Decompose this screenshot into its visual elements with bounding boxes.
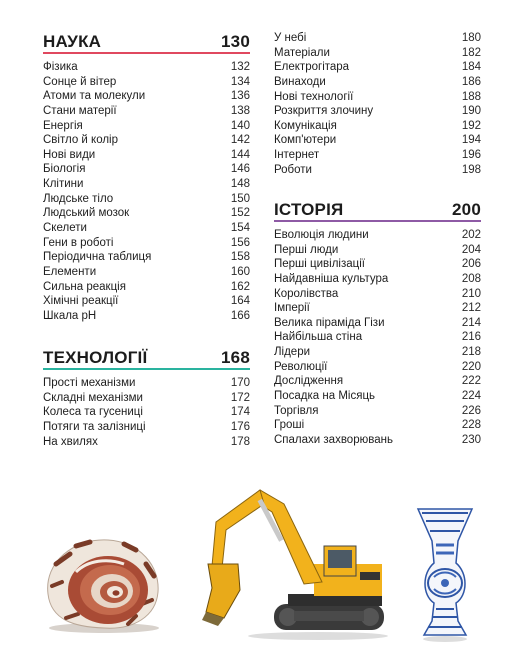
toc-item[interactable] (274, 316, 481, 331)
toc-item-page: 148 (230, 178, 250, 191)
toc-item-label: Інтернет (274, 149, 320, 162)
toc-item-page: 176 (230, 420, 250, 433)
toc-item-label: Енергія (43, 119, 83, 132)
toc-item-label: Найдавніша культура (274, 272, 389, 285)
toc-item-label: Клітини (43, 178, 84, 191)
toc-item-page: 150 (230, 192, 250, 205)
section-title: НАУКА (43, 32, 102, 51)
toc-item-page: 134 (230, 75, 250, 88)
toc-item-label: Роботи (274, 163, 312, 176)
toc-item-page: 224 (461, 390, 481, 403)
toc-list-science (43, 60, 250, 324)
toc-item-label: Комп'ютери (274, 134, 337, 147)
toc-item-page: 222 (461, 375, 481, 388)
toc-item[interactable] (43, 294, 250, 309)
toc-item-page: 158 (230, 251, 250, 264)
toc-item-label: Лідери (274, 346, 311, 359)
section-header-history[interactable] (274, 196, 481, 222)
toc-item-page: 162 (230, 280, 250, 293)
toc-item-page: 132 (230, 61, 250, 73)
toc-item[interactable] (274, 243, 481, 258)
toc-item[interactable] (43, 192, 250, 207)
toc-item-page: 192 (461, 119, 481, 132)
toc-item[interactable] (274, 360, 481, 375)
toc-item-page: 144 (230, 148, 250, 161)
toc-item[interactable] (274, 31, 481, 46)
toc-item-page: 202 (461, 229, 481, 241)
toc-item[interactable] (43, 60, 250, 75)
toc-item-page: 190 (461, 105, 481, 118)
toc-item-page: 146 (230, 163, 250, 176)
toc-item-label: Матеріали (274, 46, 330, 59)
toc-item-page: 198 (461, 163, 481, 176)
toc-item-page: 170 (230, 377, 250, 389)
toc-item[interactable] (274, 345, 481, 360)
toc-item-label: Людський мозок (43, 207, 130, 220)
section-history (274, 196, 481, 448)
toc-item-page: 230 (461, 433, 481, 446)
toc-item[interactable] (274, 228, 481, 243)
toc-item-label: Посадка на Місяць (274, 390, 376, 403)
toc-item-label: Електрогітара (274, 61, 350, 74)
toc-item[interactable] (43, 177, 250, 192)
toc-item[interactable] (43, 221, 250, 236)
toc-item-page: 208 (461, 272, 481, 285)
section-rule (274, 220, 481, 222)
toc-item[interactable] (274, 330, 481, 345)
toc-item-page: 152 (230, 207, 250, 220)
toc-item[interactable] (274, 389, 481, 404)
toc-item-page: 172 (230, 391, 250, 404)
section-page-number: 130 (221, 32, 250, 51)
toc-item[interactable] (43, 376, 250, 391)
toc-item-label: Шкала рН (43, 309, 97, 322)
excavator-icon (198, 478, 388, 642)
toc-item-page: 226 (461, 404, 481, 417)
toc-item[interactable] (274, 433, 481, 448)
toc-item-page: 206 (461, 258, 481, 271)
toc-item-label: Сонце й вітер (43, 75, 117, 88)
toc-item-label: Гроші (274, 419, 305, 432)
toc-item-label: Велика піраміда Гізи (274, 316, 385, 329)
toc-item-page: 164 (230, 295, 250, 308)
toc-list-technology-continued (274, 31, 481, 177)
toc-item-label: Гени в роботі (43, 236, 114, 249)
toc-item-label: Періодична таблиця (43, 251, 152, 264)
toc-item[interactable] (274, 374, 481, 389)
toc-item-label: Комунікація (274, 119, 337, 132)
toc-item-label: Фізика (43, 61, 78, 73)
toc-item-page: 184 (461, 61, 481, 74)
vase-image (414, 505, 476, 643)
toc-item[interactable] (43, 133, 250, 148)
toc-item-page: 212 (461, 302, 481, 315)
toc-item-page: 142 (230, 134, 250, 147)
toc-item[interactable] (43, 236, 250, 251)
toc-item[interactable] (274, 90, 481, 105)
toc-list-technology (43, 376, 250, 449)
toc-item-label: Стани матерії (43, 104, 117, 117)
toc-item-page: 182 (461, 46, 481, 59)
toc-item-page: 210 (461, 287, 481, 300)
toc-item-label: Спалахи захворювань (274, 433, 393, 446)
toc-item[interactable] (43, 162, 250, 177)
toc-item-label: Винаходи (274, 75, 326, 88)
toc-item-label: Сильна реакція (43, 280, 126, 293)
toc-item[interactable] (43, 435, 250, 450)
toc-item-label: На хвилях (43, 435, 98, 448)
toc-item[interactable] (43, 75, 250, 90)
toc-item-page: 220 (461, 360, 481, 373)
toc-item-label: Прості механізми (43, 377, 136, 389)
toc-item-page: 228 (461, 419, 481, 432)
toc-item[interactable] (43, 309, 250, 324)
toc-item[interactable] (43, 420, 250, 435)
vase-icon (414, 505, 476, 643)
toc-item-label: Революції (274, 360, 328, 373)
section-technology-continued (274, 27, 481, 177)
toc-item-label: Королівства (274, 287, 339, 300)
excavator-image (198, 478, 388, 642)
toc-item[interactable] (43, 148, 250, 163)
toc-item[interactable] (274, 60, 481, 75)
toc-item[interactable] (43, 265, 250, 280)
toc-item-label: Колеса та гусениці (43, 406, 143, 419)
toc-item-label: Світло й колір (43, 134, 118, 147)
toc-item[interactable] (274, 148, 481, 163)
toc-item-label: Хімічні реакції (43, 295, 119, 308)
toc-item[interactable] (274, 104, 481, 119)
toc-item[interactable] (274, 133, 481, 148)
toc-item-label: Найбільша стіна (274, 331, 363, 344)
toc-item-label: Складні механізми (43, 391, 143, 404)
toc-item-page: 196 (461, 149, 481, 162)
toc-item-page: 186 (461, 75, 481, 88)
section-rule (43, 368, 250, 370)
toc-item[interactable] (43, 104, 250, 119)
toc-item-label: Перші люди (274, 243, 339, 256)
toc-item[interactable] (274, 418, 481, 433)
toc-item-label: Перші цивілізації (274, 258, 365, 271)
section-header-science[interactable] (43, 28, 250, 54)
toc-item-label: Скелети (43, 222, 87, 235)
toc-item-page: 194 (461, 134, 481, 147)
toc-item-page: 178 (230, 435, 250, 448)
seashell-icon (36, 524, 166, 634)
toc-item-page: 204 (461, 243, 481, 256)
toc-item-page: 218 (461, 346, 481, 359)
toc-item[interactable] (274, 272, 481, 287)
toc-item-label: Атоми та молекули (43, 90, 146, 103)
toc-item-label: Дослідження (274, 375, 344, 388)
section-header-technology[interactable] (43, 344, 250, 370)
toc-item-page: 188 (461, 90, 481, 103)
toc-item-page: 160 (230, 265, 250, 278)
toc-item-label: Нові технології (274, 90, 354, 103)
toc-list-history (274, 228, 481, 448)
section-rule (43, 52, 250, 54)
section-technology (43, 344, 250, 449)
section-page-number: 200 (452, 200, 481, 219)
toc-item[interactable] (274, 163, 481, 178)
toc-item-label: Імперії (274, 302, 310, 315)
toc-item-label: У небі (274, 32, 307, 44)
toc-item[interactable] (274, 119, 481, 134)
toc-item[interactable] (43, 405, 250, 420)
toc-item-label: Потяги та залізниці (43, 420, 146, 433)
toc-item[interactable] (274, 46, 481, 61)
toc-item-label: Елементи (43, 265, 97, 278)
toc-item[interactable] (274, 287, 481, 302)
toc-item-label: Еволюція людини (274, 229, 369, 241)
toc-item-page: 174 (230, 406, 250, 419)
toc-item[interactable] (43, 250, 250, 265)
toc-item-label: Людське тіло (43, 192, 114, 205)
toc-item-page: 140 (230, 119, 250, 132)
toc-item[interactable] (43, 119, 250, 134)
toc-item-page: 138 (230, 104, 250, 117)
toc-item-page: 166 (230, 309, 250, 322)
toc-item[interactable] (274, 301, 481, 316)
section-science (43, 28, 250, 324)
section-title: ТЕХНОЛОГІЇ (43, 348, 148, 367)
toc-item-page: 180 (461, 32, 481, 44)
toc-item-page: 216 (461, 331, 481, 344)
toc-item-label: Нові види (43, 148, 96, 161)
section-title: ІСТОРІЯ (274, 200, 344, 219)
toc-item-label: Торгівля (274, 404, 319, 417)
toc-item[interactable] (274, 75, 481, 90)
toc-item-page: 136 (230, 90, 250, 103)
toc-item-page: 214 (461, 316, 481, 329)
toc-item-page: 154 (230, 222, 250, 235)
toc-item[interactable] (274, 404, 481, 419)
section-page-number: 168 (221, 348, 250, 367)
toc-item[interactable] (43, 206, 250, 221)
toc-item[interactable] (274, 257, 481, 272)
toc-item[interactable] (43, 89, 250, 104)
toc-item[interactable] (43, 391, 250, 406)
toc-item-label: Біологія (43, 163, 86, 176)
toc-item[interactable] (43, 280, 250, 295)
toc-item-page: 156 (230, 236, 250, 249)
seashell-image (36, 524, 166, 634)
toc-item-label: Розкриття злочину (274, 105, 374, 118)
